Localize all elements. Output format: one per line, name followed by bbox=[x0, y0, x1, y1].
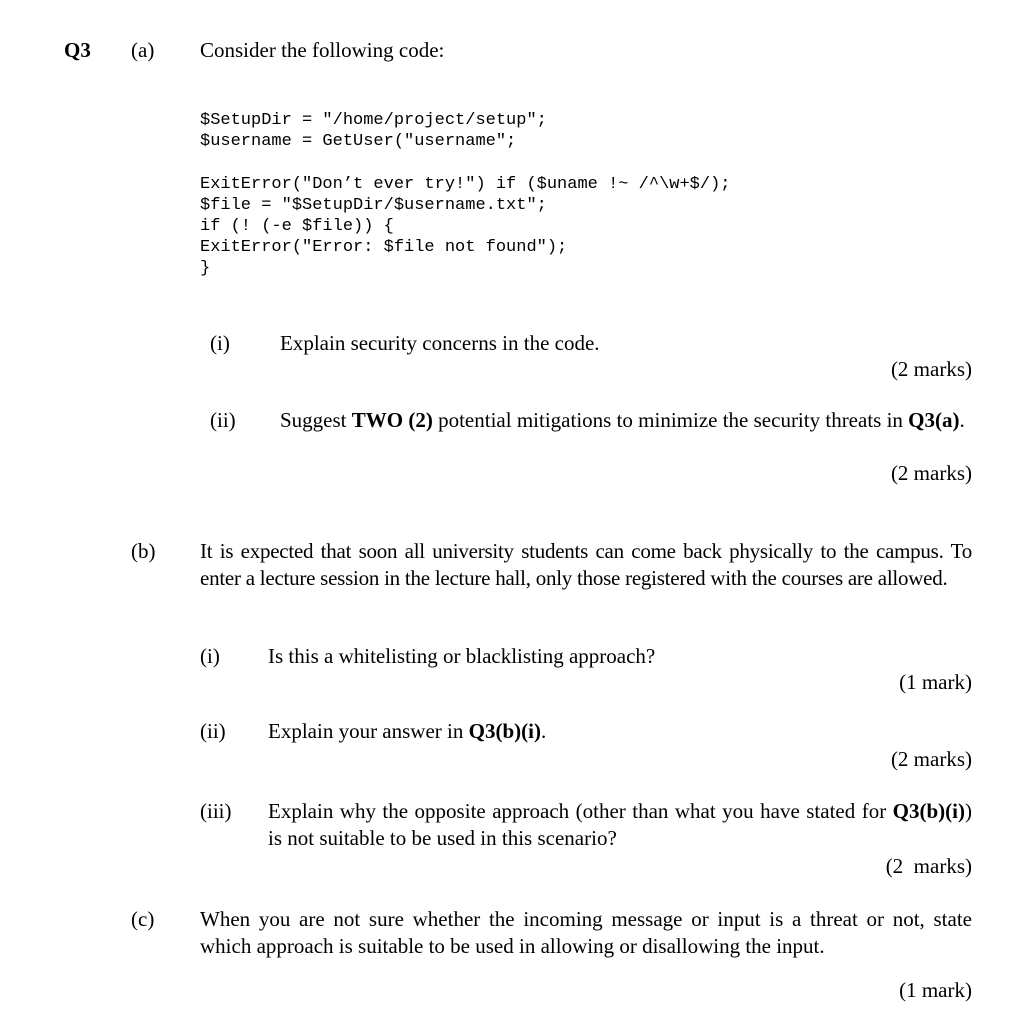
part-b-intro: It is expected that soon all university students can come back physically to the campus. To enter a lecture session in the lecture hall, only those registered with the courses are allowed. bbox=[200, 539, 972, 590]
sub-a-ii-label: (ii) bbox=[210, 408, 236, 432]
sub-b-ii-label: (ii) bbox=[200, 719, 226, 743]
part-c-text: When you are not sure whether the incoming message or input is a threat or not, state which approach is suitable to be used in allowing or disallowing the input. bbox=[200, 907, 972, 958]
sub-a-ii-text: Suggest TWO (2) potential mitigations to minimize the security threats in Q3(a). bbox=[280, 408, 965, 432]
question-number: Q3 bbox=[64, 38, 91, 62]
code-line: if (! (-e $file)) { bbox=[200, 217, 394, 236]
sub-a-i-label: (i) bbox=[210, 331, 230, 355]
sub-b-ii-text: Explain your answer in Q3(b)(i). bbox=[268, 719, 547, 743]
sub-b-iii-label: (iii) bbox=[200, 799, 232, 823]
sub-a-i-marks: (2 marks) bbox=[890, 357, 972, 381]
part-c-marks: (1 mark) bbox=[899, 978, 972, 1002]
sub-b-ii-marks: (2 marks) bbox=[890, 747, 972, 771]
part-a-intro: Consider the following code: bbox=[200, 38, 445, 62]
sub-b-i-text: Is this a whitelisting or blacklisting approach? bbox=[268, 644, 656, 668]
part-b-label: (b) bbox=[131, 539, 156, 563]
sub-b-iii-text: Explain why the opposite approach (other than what you have stated for Q3(b)(i)) is not suitable to be used in this scenario? bbox=[268, 799, 972, 850]
sub-b-i-label: (i) bbox=[200, 644, 220, 668]
code-line: $username = GetUser("username"; bbox=[200, 132, 517, 151]
code-line: } bbox=[200, 259, 211, 278]
code-line: $SetupDir = "/home/project/setup"; bbox=[200, 111, 547, 130]
code-line: ExitError("Don’t ever try!") if ($uname !~ /^\w+$/); bbox=[200, 175, 731, 194]
part-a-label: (a) bbox=[131, 38, 155, 62]
code-line: ExitError("Error: $file not found"); bbox=[200, 238, 568, 257]
code-block bbox=[200, 110, 731, 279]
sub-b-i-marks: (1 mark) bbox=[899, 670, 972, 694]
sub-a-ii-marks: (2 marks) bbox=[890, 461, 972, 485]
part-c-label: (c) bbox=[131, 907, 155, 931]
sub-a-i-text: Explain security concerns in the code. bbox=[280, 331, 600, 355]
sub-b-iii-marks: (2 marks) bbox=[885, 854, 972, 878]
code-line: $file = "$SetupDir/$username.txt"; bbox=[200, 196, 547, 215]
